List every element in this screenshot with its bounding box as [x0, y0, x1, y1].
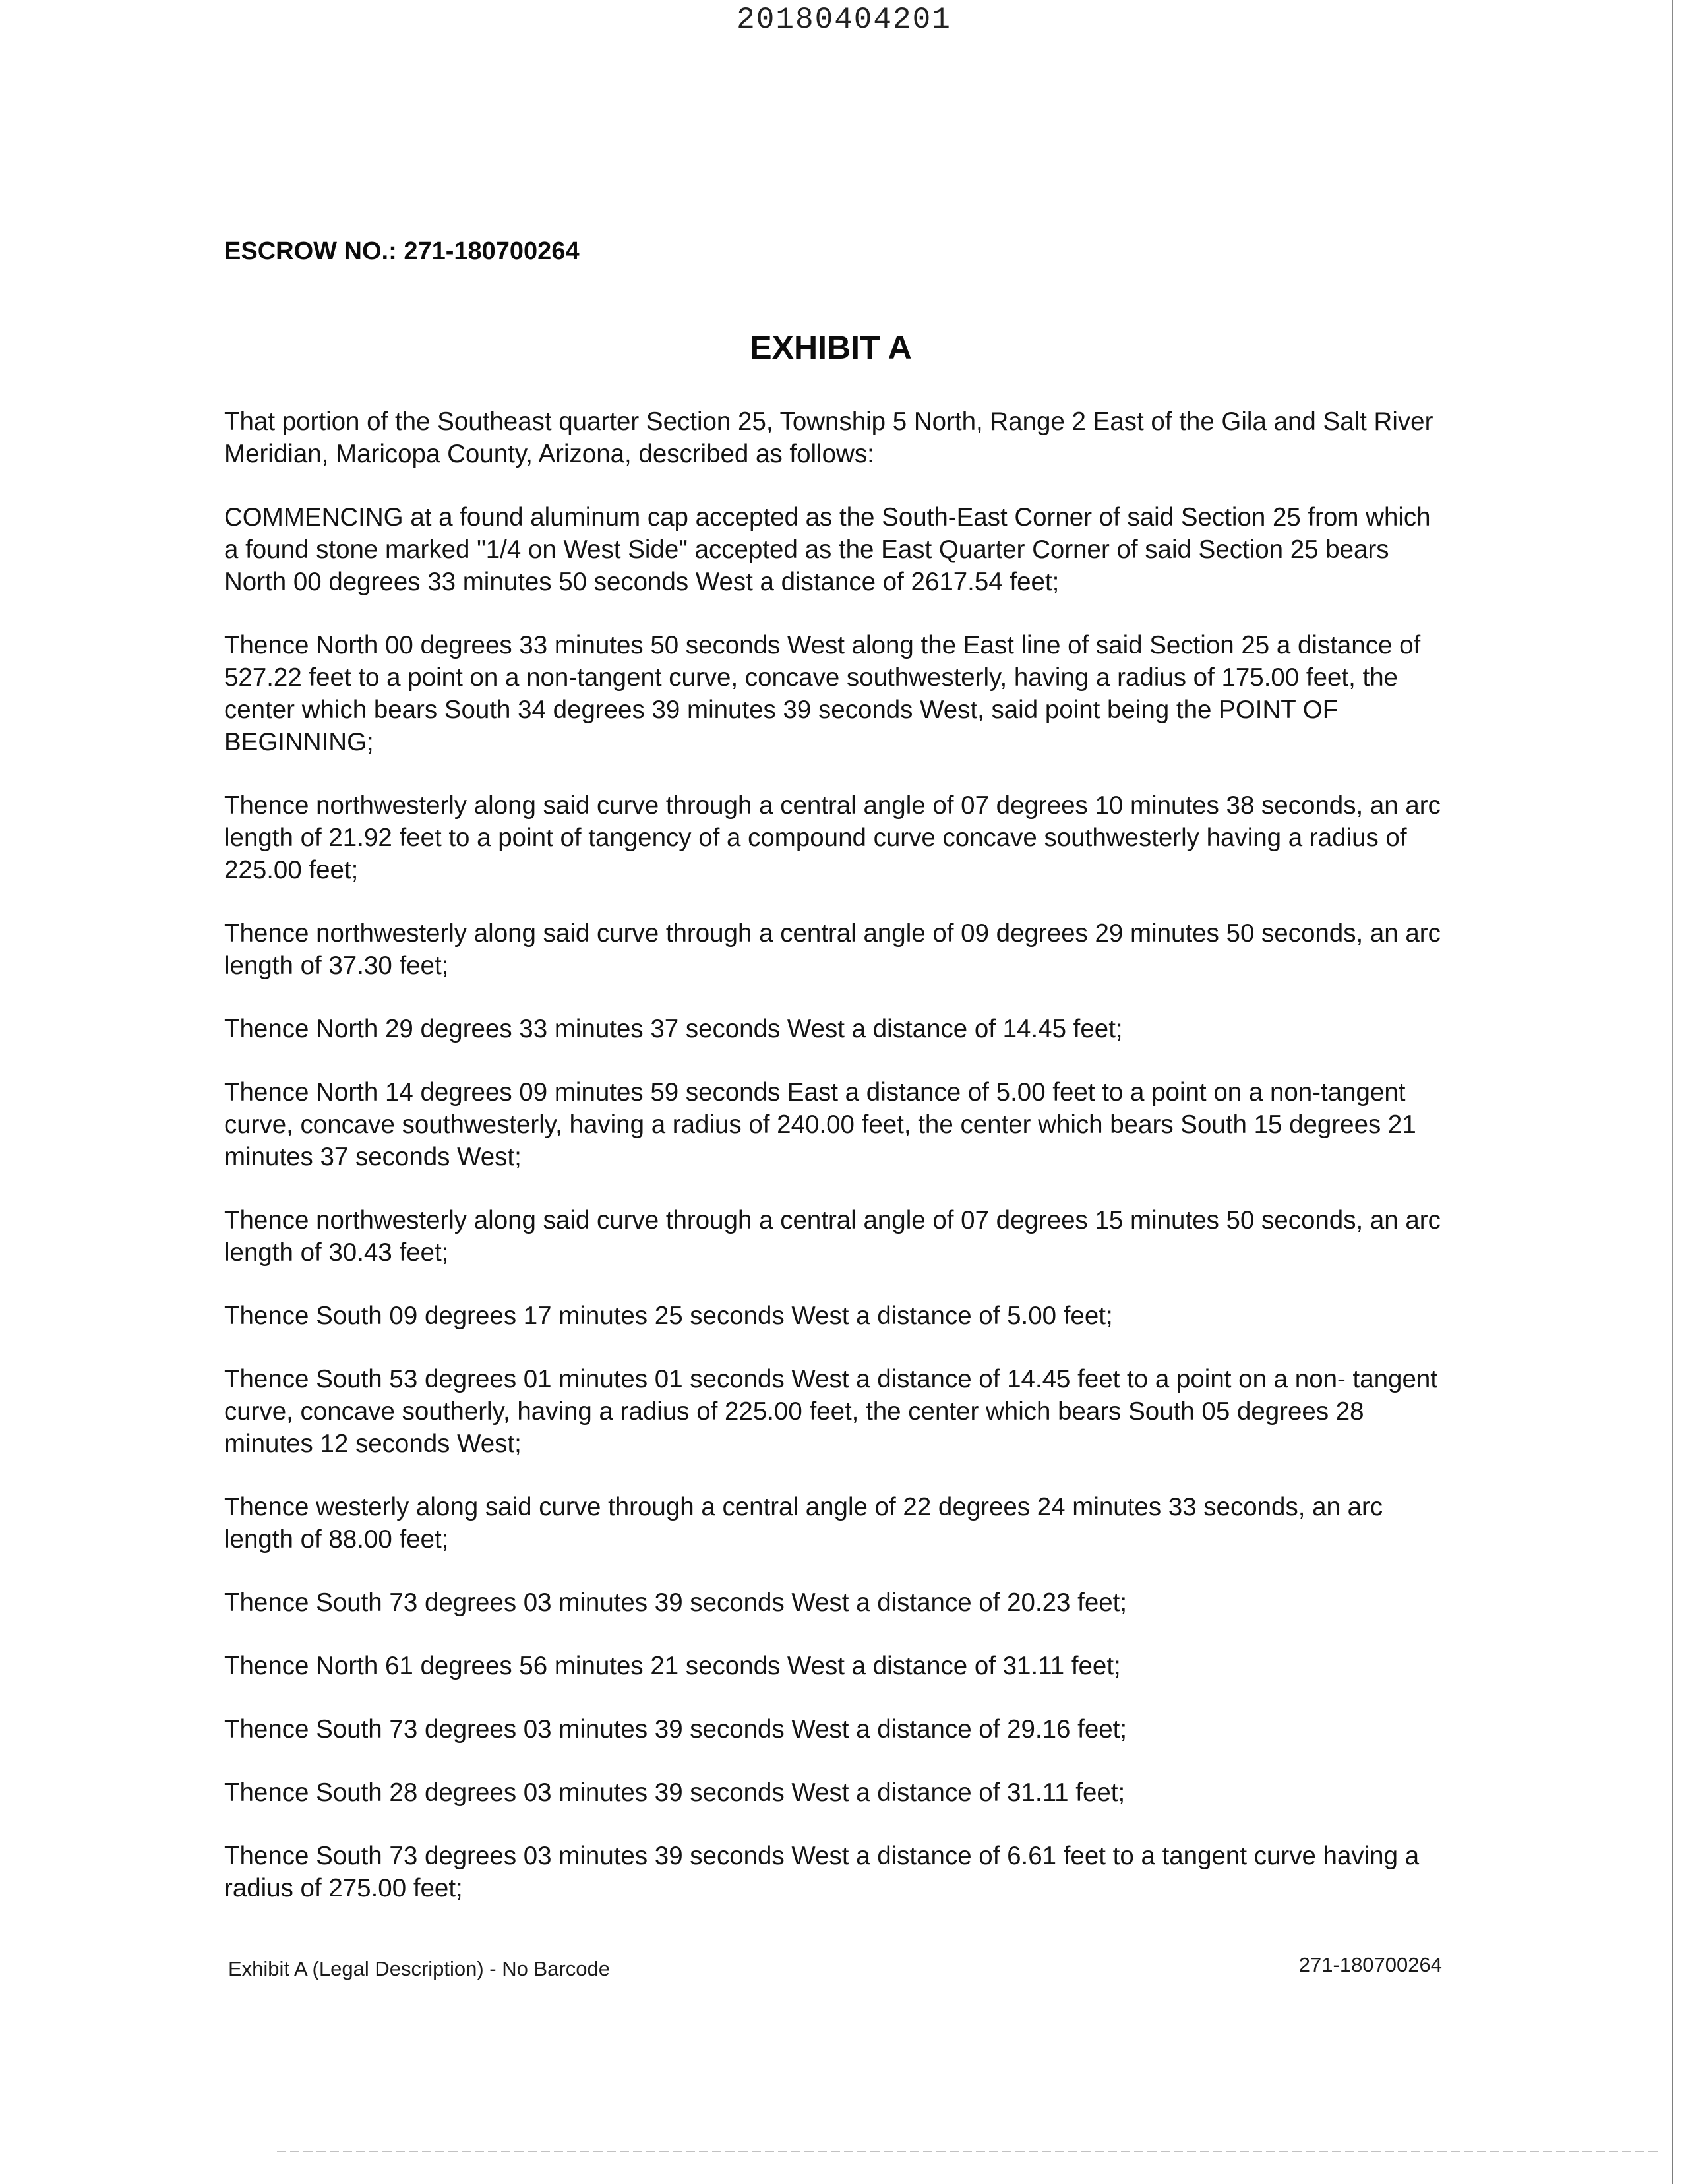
legal-paragraph: Thence northwesterly along said curve through a central angle of 07 degrees 15 minutes 50 seconds, an arc length of 30.43 feet;: [224, 1206, 1441, 1267]
legal-paragraph: Thence South 73 degrees 03 minutes 39 seconds West a distance of 20.23 feet;: [224, 1589, 1128, 1617]
legal-paragraph: Thence northwesterly along said curve through a central angle of 09 degrees 29 minutes 50 seconds, an arc length of 37.30 feet;: [224, 919, 1441, 980]
legal-paragraph: Thence North 61 degrees 56 minutes 21 seconds West a distance of 31.11 feet;: [224, 1652, 1121, 1680]
legal-paragraph: Thence South 73 degrees 03 minutes 39 seconds West a distance of 6.61 feet to a tangent curve having a radius of 275.00 feet;: [224, 1842, 1420, 1902]
legal-paragraph: Thence westerly along said curve through a central angle of 22 degrees 24 minutes 33 seconds, an arc length of 88.00 feet;: [224, 1493, 1383, 1554]
legal-paragraph: That portion of the Southeast quarter Section 25, Township 5 North, Range 2 East of the Gila and Salt River Meridian, Maricopa County, Arizona, described as follows:: [224, 408, 1433, 468]
scan-edge-line: [1672, 0, 1673, 2184]
legal-paragraph: Thence North 00 degrees 33 minutes 50 seconds West along the East line of said Section 25 a distance of 527.22 feet to a point on a non-tangent curve, concave southwesterly, having a radius of 175.00 feet, the center which bears South 34 degrees 39 minutes 39 seconds West, said point being the POINT OF BEGINNING;: [224, 631, 1421, 756]
scan-bottom-line: [277, 2151, 1662, 2152]
legal-paragraph: COMMENCING at a found aluminum cap accepted as the South-East Corner of said Section 25 from which a found stone marked "1/4 on West Side" accepted as the East Quarter Corner of said Section 25 bears North 00 degrees 33 minutes 50 seconds West a distance of 2617.54 feet;: [224, 503, 1431, 596]
legal-paragraph: Thence South 53 degrees 01 minutes 01 seconds West a distance of 14.45 feet to a point on a non- tangent curve, concave southerly, having a radius of 225.00 feet, the center which bears South 05 degrees 28 minutes 12 seconds West;: [224, 1365, 1437, 1458]
footer-escrow-number: 271-180700264: [1298, 1953, 1442, 1976]
footer-document-label: Exhibit A (Legal Description) - No Barcode: [228, 1957, 610, 1980]
legal-paragraph: Thence North 29 degrees 33 minutes 37 seconds West a distance of 14.45 feet;: [224, 1015, 1123, 1043]
legal-paragraph: Thence South 09 degrees 17 minutes 25 seconds West a distance of 5.00 feet;: [224, 1302, 1113, 1330]
legal-paragraph: Thence North 14 degrees 09 minutes 59 seconds East a distance of 5.00 feet to a point on a non-tangent curve, concave southwesterly, having a radius of 240.00 feet, the center which bears South 15 degrees 21 minutes 37 seconds West;: [224, 1078, 1416, 1171]
exhibit-title: EXHIBIT A: [750, 329, 912, 366]
legal-paragraph: Thence South 28 degrees 03 minutes 39 seconds West a distance of 31.11 feet;: [224, 1778, 1126, 1807]
escrow-number: ESCROW NO.: 271-180700264: [224, 237, 580, 265]
legal-paragraph: Thence northwesterly along said curve through a central angle of 07 degrees 10 minutes 38 seconds, an arc length of 21.92 feet to a point of tangency of a compound curve concave southwesterly having a radius of 225.00 feet;: [224, 791, 1441, 884]
legal-description-body: [224, 406, 1441, 1935]
legal-paragraph: Thence South 73 degrees 03 minutes 39 seconds West a distance of 29.16 feet;: [224, 1715, 1128, 1744]
recording-number: 20180404201: [737, 3, 951, 37]
